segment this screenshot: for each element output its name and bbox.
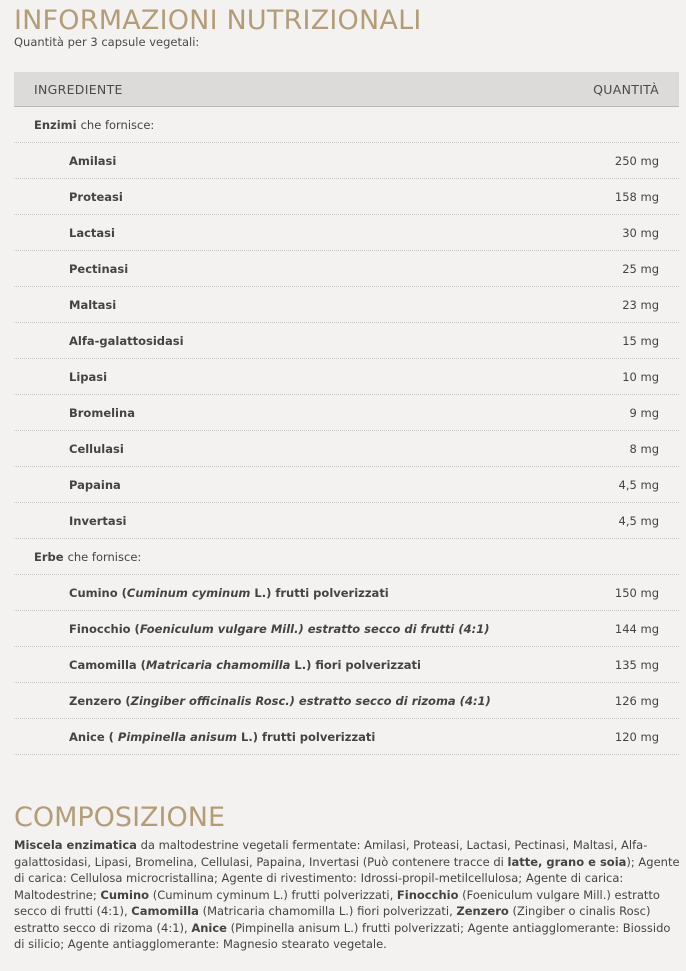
ingredient-latin-name: Foeniculum vulgare Mill.) estratto secco di frutti (4:1) <box>139 621 490 636</box>
ingredient-quantity: 126 mg <box>614 693 659 708</box>
ingredient-quantity: 8 mg <box>629 441 659 456</box>
ingredient-name <box>14 730 375 744</box>
composition-title: COMPOSIZIONE <box>14 802 226 833</box>
ingredient-quantity: 10 mg <box>622 369 659 384</box>
ingredient-common-name: Cumino ( <box>69 585 127 600</box>
composition-segment: (Foeniculum vulgare Mill.) estratto secco di frutti (4:1), <box>14 887 660 918</box>
table-row <box>14 575 679 611</box>
ingredient-name: Bromelina <box>69 405 135 420</box>
section-enzymes-label: Enzimi <box>34 117 77 132</box>
composition-highlight: Anice <box>191 920 227 935</box>
ingredient-description: L.) frutti polverizzati <box>250 585 389 600</box>
ingredient-quantity: 23 mg <box>622 297 659 312</box>
table-row <box>14 143 679 179</box>
ingredient-latin-name: Cuminum cyminum <box>126 585 251 600</box>
ingredient-latin-name: Zingiber officinalis Rosc.) estratto secco di rizoma (4:1) <box>130 693 491 708</box>
serving-subtitle: Quantità per 3 capsule vegetali: <box>14 35 200 49</box>
ingredient-description: L.) fiori polverizzati <box>290 657 421 672</box>
composition-segment: (Matricaria chamomilla L.) fiori polverizzati, <box>198 904 457 918</box>
ingredient-quantity: 4,5 mg <box>618 477 659 492</box>
table-header <box>14 72 679 107</box>
table-row <box>14 287 679 323</box>
table-row <box>14 467 679 503</box>
nutrition-table <box>14 72 679 755</box>
composition-highlight: Camomilla <box>131 904 199 918</box>
ingredient-name <box>14 694 491 708</box>
ingredient-latin-name: Pimpinella anisum <box>117 729 237 744</box>
ingredient-common-name: Camomilla ( <box>69 657 146 672</box>
ingredient-name: Pectinasi <box>69 261 129 276</box>
table-row <box>14 359 679 395</box>
table-row <box>14 503 679 539</box>
ingredient-name <box>14 586 389 600</box>
composition-segment: (Zingiber o cinalis Rosc) estratto secco di rizoma (4:1), <box>14 904 651 935</box>
page-title: INFORMAZIONI NUTRIZIONALI <box>14 5 422 36</box>
ingredient-quantity: 25 mg <box>622 261 659 276</box>
composition-highlight: latte, grano e soia <box>507 854 627 869</box>
ingredient-name <box>14 622 489 636</box>
section-herbs-suffix: che fornisce: <box>67 549 142 564</box>
ingredient-name: Amilasi <box>69 153 117 168</box>
table-row <box>14 431 679 467</box>
table-row <box>14 251 679 287</box>
ingredient-common-name: Zenzero ( <box>69 693 131 708</box>
composition-segment: da maltodestrine vegetali fermentate: Amilasi, Proteasi, Lactasi, Pectinasi, Maltasi, Alfa-galattosidasi, Lipasi, Bromelina, Cellulasi, Papaina, Invertasi (Può contenere tracce di <box>14 838 648 869</box>
ingredient-name: Cellulasi <box>69 441 124 456</box>
ingredient-common-name: Anice ( <box>69 729 118 744</box>
table-row <box>14 719 679 755</box>
composition-segment: ); Agente di carica: Cellulosa microcristallina; Agente di rivestimento: Idrossi-propil-metilcellulosa; Agente di carica: Maltodestrine; <box>14 854 680 902</box>
ingredient-latin-name: Matricaria chamomilla <box>145 657 291 672</box>
ingredient-name: Alfa-galattosidasi <box>69 333 184 348</box>
table-row <box>14 215 679 251</box>
column-header-ingredient: INGREDIENTE <box>34 81 123 97</box>
section-enzymes <box>14 107 679 143</box>
ingredient-quantity: 158 mg <box>614 189 659 204</box>
composition-text <box>14 837 680 953</box>
section-herbs <box>14 539 679 575</box>
ingredient-quantity: 250 mg <box>614 153 659 168</box>
ingredient-name <box>14 658 421 672</box>
section-herbs-label: Erbe <box>34 549 64 564</box>
ingredient-quantity: 30 mg <box>622 225 659 240</box>
ingredient-name: Proteasi <box>69 189 123 204</box>
composition-highlight: Miscela enzimatica <box>14 838 137 852</box>
composition-highlight: Finocchio <box>396 887 459 902</box>
composition-segment: (Pimpinella anisum L.) frutti polverizzati; Agente antiagglomerante: Biossido di silicio; Agente antiagglomerante: Magnesio stearato vegetale. <box>14 920 671 951</box>
ingredient-quantity: 120 mg <box>614 729 659 744</box>
composition-highlight: Zenzero <box>456 904 509 918</box>
ingredient-name: Lipasi <box>69 369 108 384</box>
composition-segment: (Cuminum cyminum L.) frutti polverizzati, <box>149 887 397 902</box>
table-row <box>14 395 679 431</box>
ingredient-name: Maltasi <box>69 297 117 312</box>
ingredient-quantity: 150 mg <box>614 585 659 600</box>
table-row <box>14 647 679 683</box>
table-row <box>14 611 679 647</box>
ingredient-quantity: 135 mg <box>614 657 659 672</box>
ingredient-description: L.) frutti polverizzati <box>237 729 376 744</box>
section-enzymes-suffix: che fornisce: <box>80 117 155 132</box>
table-row <box>14 323 679 359</box>
table-row <box>14 179 679 215</box>
table-row <box>14 683 679 719</box>
ingredient-common-name: Finocchio ( <box>69 621 140 636</box>
ingredient-quantity: 9 mg <box>629 405 659 420</box>
ingredient-name: Lactasi <box>69 225 115 240</box>
ingredient-quantity: 15 mg <box>622 333 659 348</box>
ingredient-name: Invertasi <box>69 513 127 528</box>
ingredient-quantity: 4,5 mg <box>618 513 659 528</box>
column-header-quantity: QUANTITÀ <box>593 81 659 97</box>
composition-highlight: Cumino <box>100 887 150 902</box>
ingredient-quantity: 144 mg <box>614 621 659 636</box>
ingredient-name: Papaina <box>69 477 121 492</box>
